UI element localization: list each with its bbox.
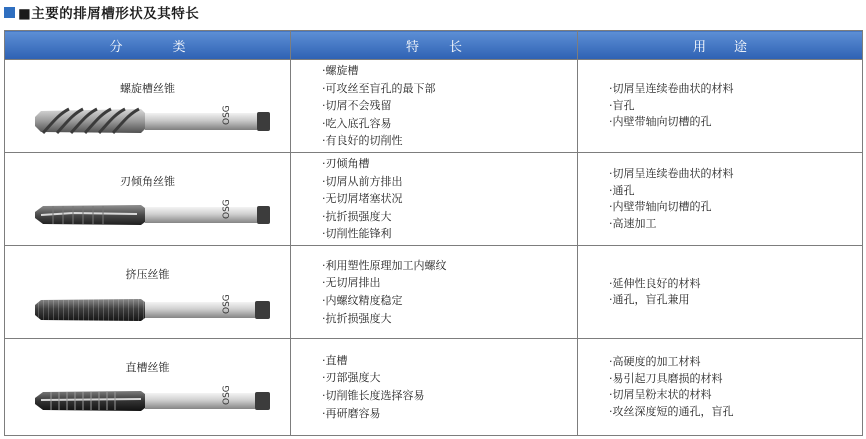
feature-item: ·切屑不会残留 [322,99,392,113]
feature-item: ·刃部强度大 [322,371,381,385]
tap-brand-label: OSG [222,199,232,219]
tap-comparison-table [4,30,863,436]
uses-list [578,276,862,309]
page-title: ■主要的排屑槽形状及其特长 [18,6,200,22]
feature-item: ·吃入底孔容易 [322,116,392,130]
category-cell [5,153,291,246]
uses-list [578,354,862,420]
table-row [5,153,863,246]
use-item: ·高速加工 [609,216,657,230]
feature-item: ·内螺纹精度稳定 [322,294,403,307]
spiral-point-tap-image [33,199,273,231]
feature-item: ·再研磨容易 [322,406,381,420]
category-cell [5,246,291,339]
feature-item: ·切削性能锋利 [322,227,392,241]
feature-item: ·可攻丝至盲孔的最下部 [322,81,436,95]
features-list [291,257,577,327]
feature-item: ·螺旋槽 [322,64,359,78]
uses-cell [578,153,863,246]
header-uses: 用途 [578,31,863,60]
use-item: ·内壁带轴向切槽的孔 [609,115,712,129]
straight-flute-tap-image [33,385,273,417]
feature-item: ·切削锥长度选择容易 [322,389,425,402]
use-item: ·通孔，盲孔兼用 [609,293,690,306]
use-item: ·通孔 [609,183,635,197]
table-row [5,246,863,339]
feature-item: ·抗折损强度大 [322,209,392,223]
tap-brand-label: OSG [222,294,232,314]
feature-item: ·切屑从前方排出 [322,174,403,188]
title-bullet [4,7,15,18]
use-item: ·高硬度的加工材料 [609,355,701,368]
tap-name: 螺旋槽丝锥 [120,82,175,95]
table-row [5,60,863,153]
feature-item: ·抗折损强度大 [322,311,392,325]
spiral-flute-tap-image [33,104,273,138]
feature-item: ·直槽 [322,353,348,367]
tap-name: 挤压丝锥 [125,268,170,281]
feature-item: ·无切屑堵塞状况 [322,192,403,206]
use-item: ·切屑呈连续卷曲状的材料 [609,167,734,180]
uses-cell [578,60,863,153]
tap-brand-label: OSG [222,105,232,125]
use-item: ·切屑呈粉末状的材料 [609,388,712,401]
features-cell [291,153,578,246]
features-list [291,155,577,243]
use-item: ·内壁带轴向切槽的孔 [609,200,712,213]
feature-item: ·无切屑排出 [322,276,381,290]
table-header-row [5,31,863,60]
table-row [5,339,863,436]
uses-cell [578,339,863,436]
category-cell [5,60,291,153]
feature-item: ·利用塑性原理加工内螺纹 [322,258,447,272]
uses-cell [578,246,863,339]
section-title [4,3,199,21]
header-features: 特长 [291,31,578,60]
forming-tap-image [33,294,273,326]
uses-list [578,81,862,131]
features-list [291,352,577,422]
features-cell [291,339,578,436]
use-item: ·盲孔 [609,98,635,112]
use-item: ·攻丝深度短的通孔，盲孔 [609,404,734,418]
features-cell [291,60,578,153]
use-item: ·切屑呈连续卷曲状的材料 [609,82,734,96]
use-item: ·易引起刀具磨损的材料 [609,371,723,385]
features-cell [291,246,578,339]
feature-item: ·有良好的切削性 [322,134,403,148]
category-cell [5,339,291,436]
feature-item: ·刃倾角槽 [322,157,370,171]
features-list [291,62,577,150]
tap-name: 直槽丝锥 [125,361,170,374]
use-item: ·延伸性良好的材料 [609,276,701,290]
uses-list [578,166,862,232]
header-category: 分类 [5,31,291,60]
tap-name: 刃倾角丝锥 [120,175,175,188]
tap-brand-label: OSG [222,385,232,405]
